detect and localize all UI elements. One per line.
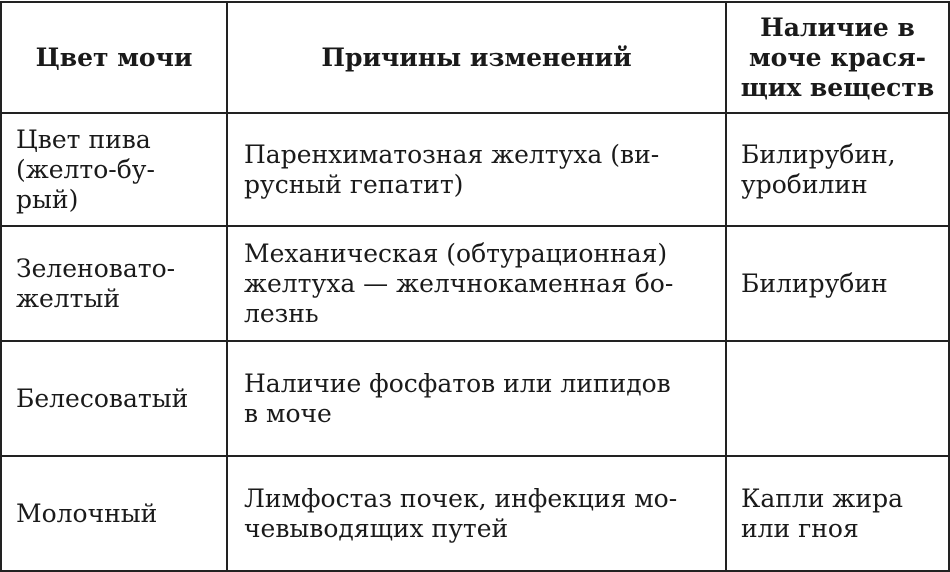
cell-line: уробилин <box>741 169 868 199</box>
cell-line: желтый <box>16 283 121 313</box>
header-pigments-line-1: Наличие в <box>760 12 915 42</box>
header-pigments-line-2: моче крася- <box>748 42 927 72</box>
cell-line: Зеленовато- <box>16 253 176 283</box>
cell-line: Механическая (обтурационная) <box>244 238 668 268</box>
cell-urine-color <box>1 113 227 226</box>
header-causes-label: Причины изменений <box>321 42 632 72</box>
cell-line: Цвет пива <box>16 124 151 154</box>
cell-cause <box>227 456 726 571</box>
cell-line: чевыводящих путей <box>244 513 509 543</box>
cell-line: Билирубин <box>741 268 888 298</box>
cell-line: Наличие фосфатов или липидов <box>244 368 671 398</box>
cell-line: русный гепатит) <box>244 169 464 199</box>
cell-urine-color <box>1 341 227 456</box>
cell-urine-color <box>1 226 227 341</box>
cell-line: Билирубин, <box>741 139 896 169</box>
table-row <box>1 226 949 341</box>
cell-line: или гноя <box>741 513 859 543</box>
cell-line: лезнь <box>244 298 319 328</box>
header-causes <box>227 2 726 113</box>
cell-line: (желто-бу- <box>16 154 155 184</box>
table-row <box>1 456 949 571</box>
cell-line: Лимфостаз почек, инфекция мо- <box>244 483 678 513</box>
cell-pigments-empty <box>726 341 949 456</box>
cell-line: Молочный <box>16 498 158 528</box>
header-row <box>1 2 949 113</box>
cell-pigments <box>726 113 949 226</box>
cell-line: Белесоватый <box>16 383 189 413</box>
cell-pigments <box>726 226 949 341</box>
cell-urine-color <box>1 456 227 571</box>
cell-line: желтуха — желчнокаменная бо- <box>244 268 674 298</box>
urine-color-table <box>0 1 950 572</box>
cell-line: Капли жира <box>741 483 903 513</box>
cell-line: рый) <box>16 184 79 214</box>
header-urine-color <box>1 2 227 113</box>
cell-pigments <box>726 456 949 571</box>
header-pigments-line-3: щих веществ <box>740 72 935 102</box>
header-urine-color-label: Цвет мочи <box>35 42 193 72</box>
cell-cause <box>227 341 726 456</box>
cell-line: в моче <box>244 398 332 428</box>
table-row <box>1 341 949 456</box>
header-pigments <box>726 2 949 113</box>
cell-line: Паренхиматозная желтуха (ви- <box>244 139 660 169</box>
cell-cause <box>227 113 726 226</box>
table-row <box>1 113 949 226</box>
cell-cause <box>227 226 726 341</box>
